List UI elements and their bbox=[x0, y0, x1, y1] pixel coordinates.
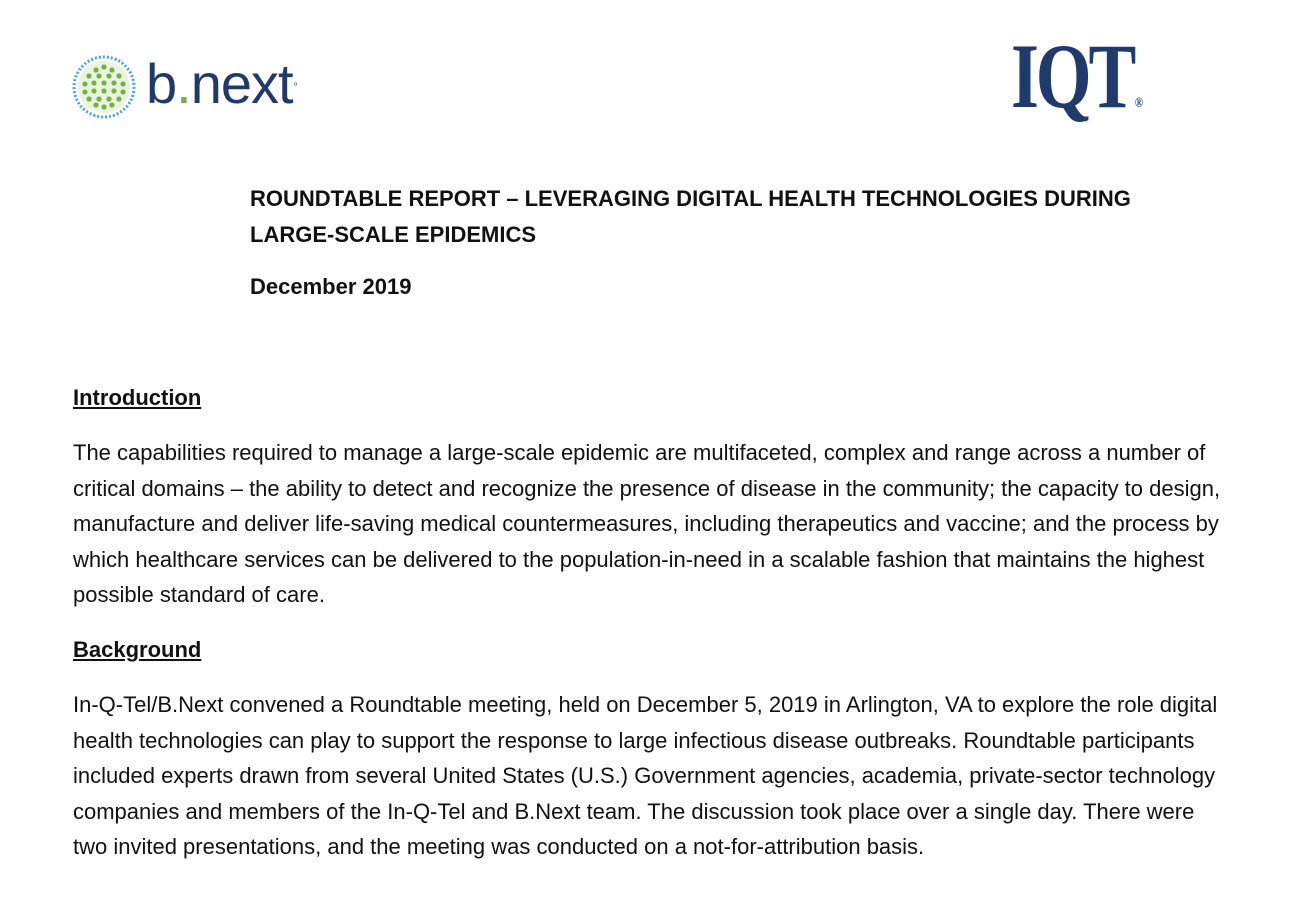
iqt-registered-mark: ® bbox=[1134, 96, 1143, 111]
bnext-wordmark-mark: ° bbox=[293, 82, 297, 93]
bnext-logo bbox=[72, 52, 297, 122]
report-title: ROUNDTABLE REPORT – LEVERAGING DIGITAL HEALTH TECHNOLOGIES DURING LARGE-SCALE EPIDEMICS bbox=[250, 186, 1131, 247]
report-date: December 2019 bbox=[250, 274, 412, 299]
iqt-wordmark: IQT bbox=[1011, 25, 1134, 127]
background-paragraph: In-Q-Tel/B.Next convened a Roundtable meeting, held on December 5, 2019 in Arlington, VA to explore the role digital health technologies can play to support the response to large infectious disease outbreaks. Roundtable participants included experts drawn from several United States (U.S.) Government agencies, academia, private-sector technology companies and members of the In-Q-Tel and B.Next team. The discussion took place over a single day. There were two invited presentations, and the meeting was conducted on a not-for-attribution basis. bbox=[73, 692, 1218, 859]
bnext-wordmark-b: b bbox=[146, 52, 177, 115]
report-title-block bbox=[250, 181, 1190, 302]
introduction-paragraph: The capabilities required to manage a large-scale epidemic are multifaceted, complex and range across a number of critical domains – the ability to detect and recognize the presence of disease in the community; the capacity to design, manufacture and deliver life-saving medical countermeasures, including therapeutics and vaccine; and the process by which healthcare services can be delivered to the population-in-need in a scalable fashion that maintains the highest possible standard of care. bbox=[73, 440, 1221, 607]
background-heading: Background bbox=[73, 637, 202, 662]
virus-globe-icon bbox=[72, 55, 136, 119]
bnext-wordmark bbox=[146, 52, 297, 115]
bnext-wordmark-dot: . bbox=[176, 52, 191, 115]
introduction-heading: Introduction bbox=[73, 385, 202, 410]
iqt-logo bbox=[1011, 25, 1143, 150]
bnext-wordmark-next: next bbox=[190, 52, 293, 115]
